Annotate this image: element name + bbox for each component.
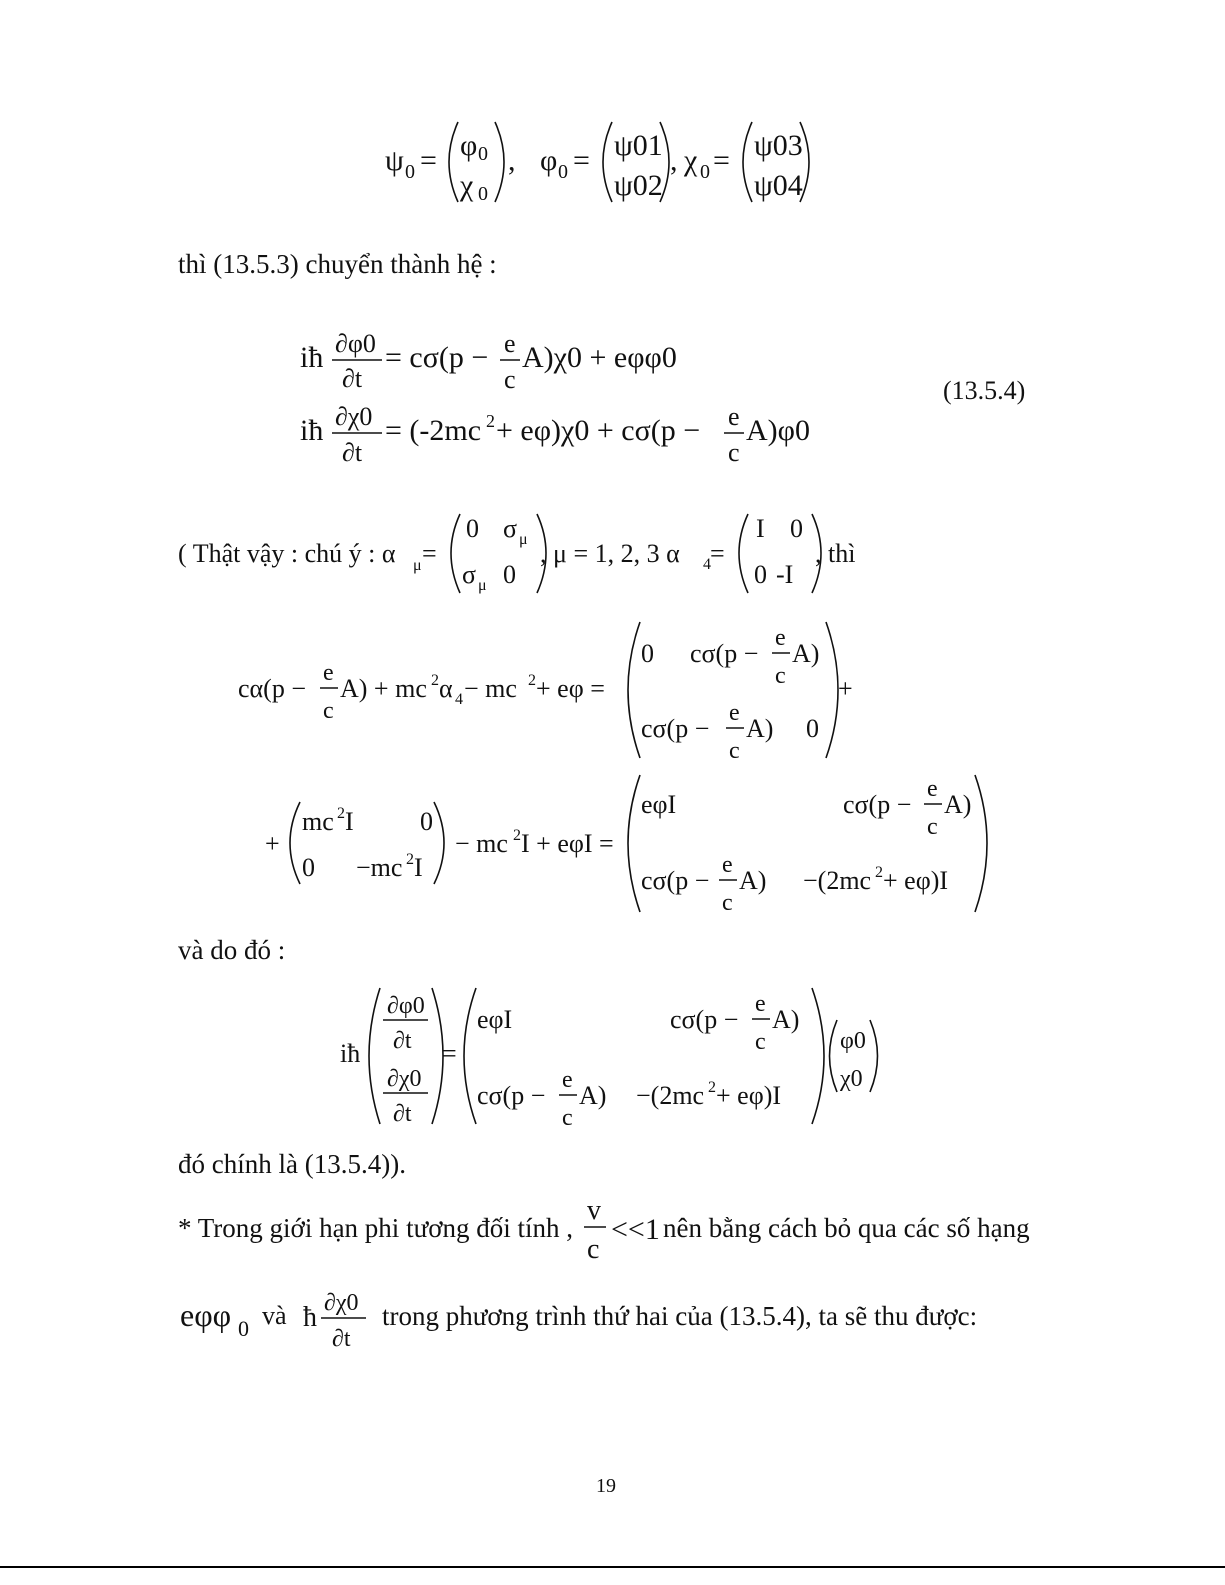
psi02: ψ02 [614,169,663,202]
svg-text:+ eφ =: + eφ = [536,674,605,703]
svg-text:0: 0 [466,514,479,543]
svg-text:và: và [262,1301,287,1330]
svg-text:v: v [587,1195,601,1226]
svg-text:e: e [927,776,938,802]
svg-text:+ eφ)I: + eφ)I [883,866,949,895]
svg-text:∂χ0: ∂χ0 [324,1290,359,1316]
text-line-1: thì (13.5.3) chuyển thành hệ : [178,249,497,279]
psi01: ψ01 [614,129,663,162]
svg-text:I: I [414,853,423,882]
svg-text:∂χ0: ∂χ0 [335,402,373,431]
svg-text:iħ: iħ [300,341,324,374]
svg-text:0: 0 [790,514,803,543]
svg-text:σ: σ [462,560,477,589]
svg-text:∂χ0: ∂χ0 [387,1066,422,1092]
svg-text:I + eφI =: I + eφI = [521,829,614,858]
svg-text:4: 4 [703,556,711,573]
svg-text:∂t: ∂t [393,1028,412,1054]
svg-text:cσ(p −: cσ(p − [690,639,759,668]
svg-text:ħ: ħ [303,1302,317,1333]
svg-text:c: c [562,1105,573,1131]
svg-text:A) + mc: A) + mc [340,674,427,703]
svg-text:2: 2 [513,827,521,844]
text-line-4b: nên bằng cách bỏ qua các số hạng [663,1213,1030,1243]
svg-text:A)χ0 + eφφ0: A)χ0 + eφφ0 [522,341,677,374]
svg-text:( Thật vậy : chú ý : α: ( Thật vậy : chú ý : α [178,539,396,568]
svg-text:+: + [838,674,853,703]
svg-text:0: 0 [503,560,516,589]
v-over-c [584,1195,660,1265]
svg-text:cσ(p −: cσ(p − [843,790,912,819]
subscript: 0 [405,161,415,183]
svg-text:μ: μ [478,577,487,594]
svg-text:φ0: φ0 [840,1028,866,1054]
svg-text:2: 2 [337,805,345,822]
svg-text:0: 0 [558,161,568,183]
svg-text:A): A) [739,866,767,895]
svg-text:c: c [504,365,516,394]
svg-text:A): A) [746,714,774,743]
svg-text:=: = [422,539,437,568]
svg-text:0: 0 [700,161,710,183]
svg-text:cσ(p −: cσ(p − [641,866,710,895]
svg-text:c: c [323,698,334,724]
svg-text:0: 0 [302,853,315,882]
svg-text:=: = [573,144,590,177]
text-line-2: và do đó : [178,935,286,965]
svg-text:e: e [728,402,740,431]
equals: = [420,144,437,177]
svg-text:μ: μ [413,557,422,574]
svg-text:0: 0 [641,639,654,668]
svg-text:0: 0 [478,143,488,165]
svg-text:c: c [722,890,733,916]
svg-text:<<1: <<1 [611,1213,660,1246]
svg-text:∂t: ∂t [342,438,363,467]
svg-text:e: e [722,852,733,878]
svg-text:iħ: iħ [300,414,324,447]
svg-text:e: e [504,329,516,358]
equation-system-13-5-4 [300,329,1025,467]
text-line-4a: * Trong giới hạn phi tương đối tính , [178,1213,573,1243]
svg-text:+ eφ)χ0 + cσ(p −: + eφ)χ0 + cσ(p − [496,414,701,447]
svg-text:μ: μ [519,531,528,548]
neglected-terms [180,1290,366,1352]
svg-text:4: 4 [455,691,463,708]
svg-text:-I: -I [776,560,794,589]
svg-text:I: I [756,514,765,543]
svg-text:, thì: , thì [815,539,856,568]
psi03: ψ03 [754,129,803,162]
svg-text:c: c [729,738,740,764]
svg-text:A): A) [772,1005,800,1034]
svg-text:A): A) [792,639,820,668]
svg-text:e: e [562,1067,573,1093]
svg-text:− mc: − mc [455,829,508,858]
svg-text:,: , [670,144,678,177]
paren-left [449,122,458,202]
svg-text:− mc: − mc [464,674,517,703]
svg-text:φ: φ [540,144,558,177]
svg-text:eφI: eφI [477,1005,513,1034]
expansion-second [265,775,987,916]
paren-right [495,122,504,202]
svg-text:cα(p −: cα(p − [238,674,306,703]
svg-text:I: I [345,807,354,836]
phi-symbol: φ [460,129,478,162]
svg-text:2: 2 [486,411,495,431]
svg-text:e: e [323,660,334,686]
svg-text:∂t: ∂t [342,364,363,393]
alpha-definition [178,514,855,594]
svg-text:c: c [927,814,938,840]
svg-text:α: α [439,674,453,703]
svg-text:cσ(p −: cσ(p − [641,714,710,743]
svg-text:χ: χ [684,144,698,177]
svg-text:= cσ(p −: = cσ(p − [385,341,489,374]
svg-text:−(2mc: −(2mc [636,1081,705,1110]
svg-text:,: , [508,144,516,177]
svg-text:∂φ0: ∂φ0 [387,993,425,1019]
svg-text:c: c [728,438,740,467]
svg-text:−mc: −mc [356,853,403,882]
svg-text:c: c [587,1234,600,1265]
psi04: ψ04 [754,169,803,202]
svg-text:iħ: iħ [340,1039,361,1068]
svg-text:2: 2 [431,672,439,689]
svg-text:0: 0 [806,714,819,743]
svg-text:=: = [710,539,725,568]
svg-text:∂t: ∂t [393,1101,412,1127]
svg-text:eφφ: eφφ [180,1297,232,1333]
svg-text:A)φ0: A)φ0 [746,414,810,447]
chi-symbol: χ [460,169,474,202]
svg-text:−(2mc: −(2mc [803,866,872,895]
svg-text:c: c [775,663,786,689]
svg-text:∂t: ∂t [332,1326,351,1352]
expansion-first [238,622,853,764]
svg-text:σ: σ [503,514,518,543]
svg-text:2: 2 [528,672,536,689]
svg-text:2: 2 [406,851,414,868]
svg-text:A): A) [944,790,972,819]
page-number: 19 [596,1475,616,1497]
text-line-3: đó chính là (13.5.4)). [178,1149,406,1179]
svg-text:A): A) [579,1081,607,1110]
equation-label: (13.5.4) [943,376,1026,405]
svg-text:+ eφ)I: + eφ)I [716,1081,782,1110]
svg-text:0: 0 [420,807,433,836]
svg-text:=: = [713,144,730,177]
svg-text:χ0: χ0 [840,1066,863,1092]
svg-text:0: 0 [238,1316,249,1341]
svg-text:2: 2 [708,1079,716,1096]
psi-symbol: ψ [385,144,404,177]
svg-text:e: e [775,625,786,651]
svg-text:c: c [755,1029,766,1055]
equation-psi0 [385,122,809,205]
svg-text:e: e [729,700,740,726]
svg-text:+: + [265,829,280,858]
svg-text:2: 2 [875,864,883,881]
svg-text:0: 0 [478,183,488,205]
matrix-equation [340,988,878,1131]
svg-text:mc: mc [302,807,334,836]
svg-text:e: e [755,991,766,1017]
svg-text:, μ = 1, 2, 3 α: , μ = 1, 2, 3 α [540,539,680,568]
bottom-rule [0,1566,1225,1568]
svg-text:= (-2mc: = (-2mc [385,414,482,447]
svg-text:cσ(p −: cσ(p − [477,1081,546,1110]
svg-text:∂φ0: ∂φ0 [335,329,376,358]
svg-text:eφI: eφI [641,790,677,819]
svg-text:=: = [442,1039,457,1068]
svg-text:cσ(p −: cσ(p − [670,1005,739,1034]
svg-text:0: 0 [754,560,767,589]
text-line-5: trong phương trình thứ hai của (13.5.4), ta sẽ thu được: [382,1301,978,1331]
